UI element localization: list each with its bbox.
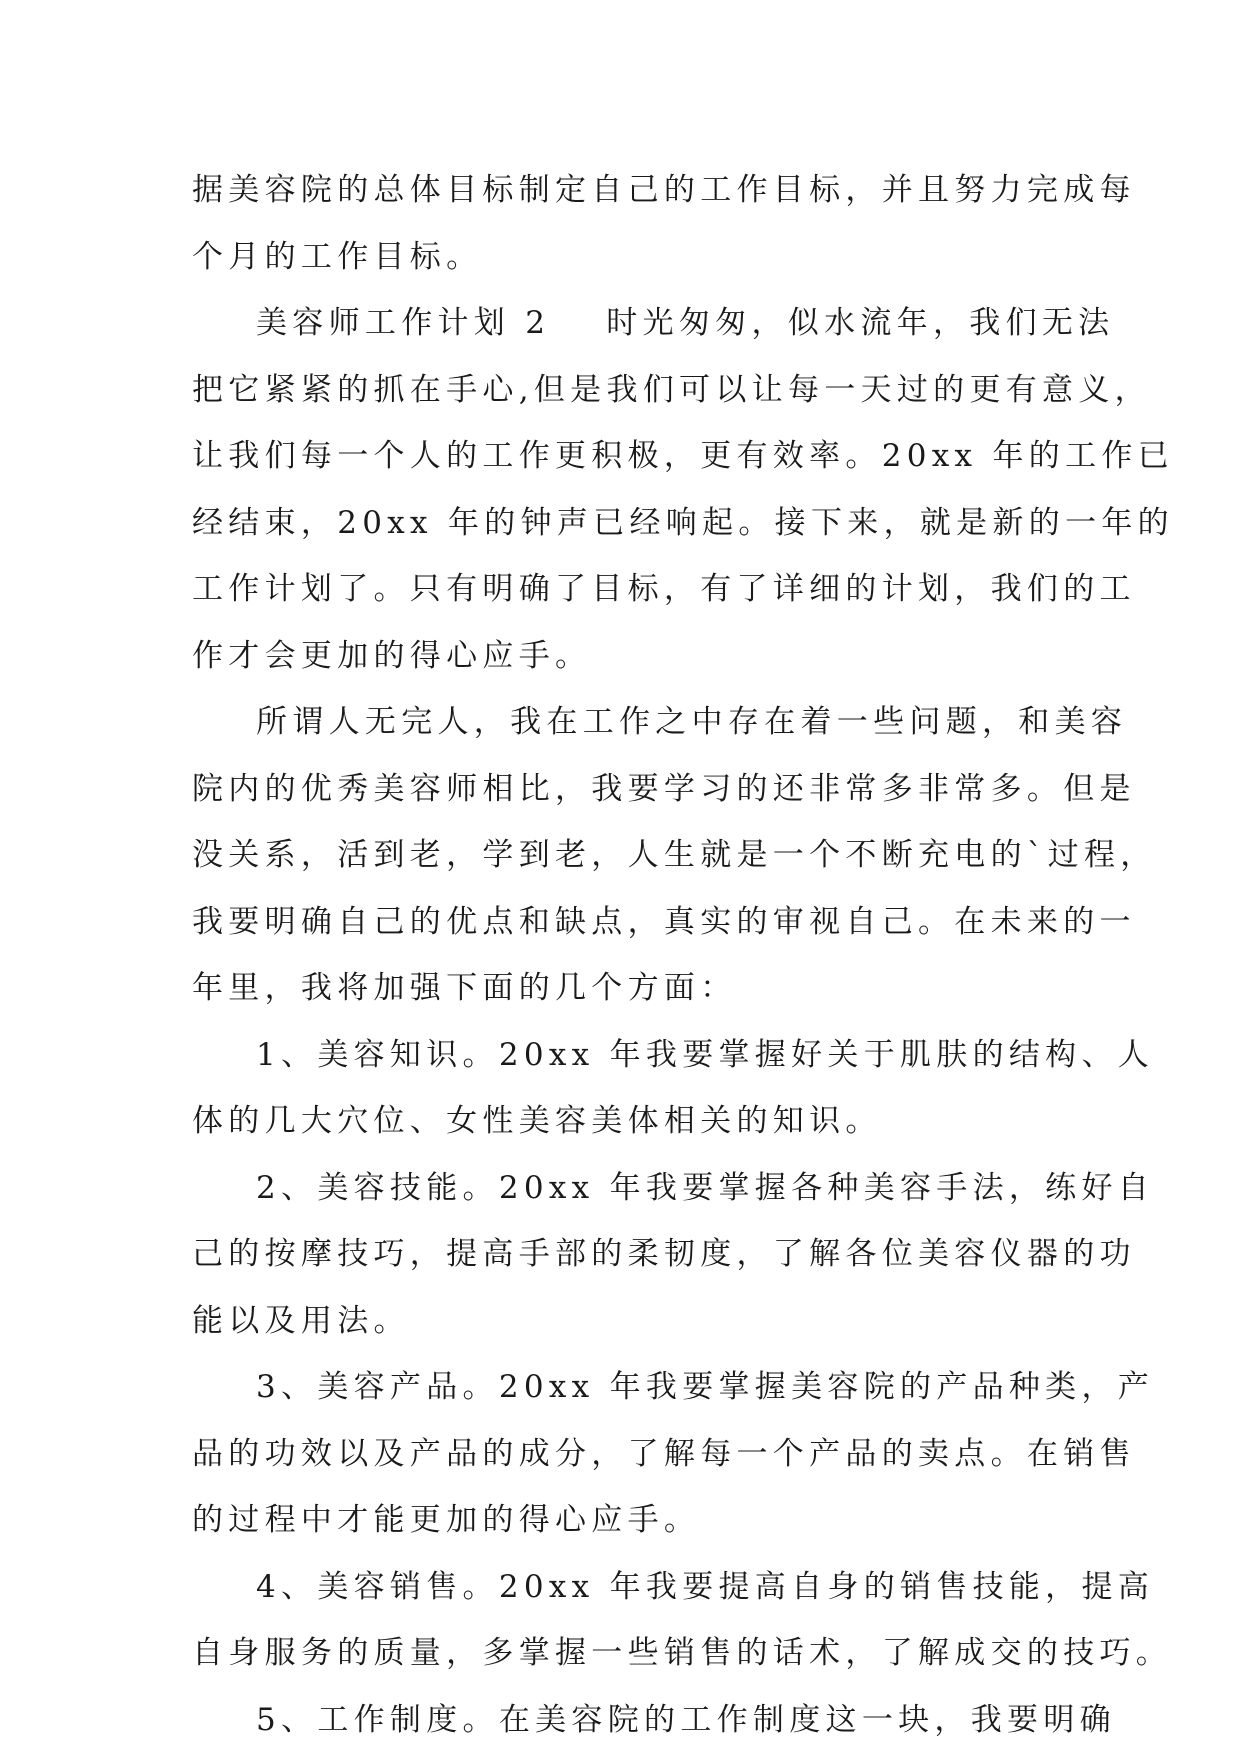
text-line: 没关系，活到老，学到老，人生就是一个不断充电的`过程，	[192, 837, 1157, 873]
list-item-3-line: 3、美容产品。20xx 年我要掌握美容院的产品种类，产	[256, 1369, 1155, 1405]
text-line: 把它紧紧的抓在手心,但是我们可以让每一天过的更有意义，	[192, 371, 1151, 408]
text-line: 经结束，20xx 年的钟声已经响起。接下来，就是新的一年的	[192, 504, 1174, 541]
text-line: 体的几大穴位、女性美容美体相关的知识。	[192, 1103, 882, 1139]
text-line: 年里，我将加强下面的几个方面：	[192, 970, 737, 1006]
text-line: 作才会更加的得心应手。	[192, 637, 592, 674]
section-title: 美容师工作计划 2	[256, 305, 551, 341]
list-item-2-line: 2、美容技能。20xx 年我要掌握各种美容手法，练好自	[256, 1169, 1155, 1206]
text-line: 的过程中才能更加的得心应手。	[192, 1502, 701, 1538]
text-line: 自身服务的质量，多掌握一些销售的话术，了解成交的技巧。	[192, 1635, 1173, 1671]
text-line: 品的功效以及产品的成分，了解每一个产品的卖点。在销售	[192, 1435, 1136, 1472]
text-line: 院内的优秀美容师相比，我要学习的还非常多非常多。但是	[192, 770, 1136, 807]
text-line: 工作计划了。只有明确了目标，有了详细的计划，我们的工	[192, 571, 1136, 607]
list-item-5-line: 5、工作制度。在美容院的工作制度这一块，我要明确	[256, 1701, 1116, 1738]
text-line: 个月的工作目标。	[192, 238, 483, 275]
text-line: 据美容院的总体目标制定自己的工作目标，并且努力完成每	[192, 172, 1136, 208]
text-line: 能以及用法。	[192, 1302, 410, 1339]
text-line: 让我们每一个人的工作更积极，更有效率。20xx 年的工作已	[192, 438, 1174, 474]
list-item-4-line: 4、美容销售。20xx 年我要提高自身的销售技能，提高	[256, 1568, 1155, 1605]
section-heading-line	[192, 290, 1115, 357]
text-line: 我要明确自己的优点和缺点，真实的审视自己。在未来的一	[192, 903, 1136, 940]
text-line: 己的按摩技巧，提高手部的柔韧度，了解各位美容仪器的功	[192, 1236, 1136, 1272]
section-intro-text: 时光匆匆，似水流年，我们无法	[606, 305, 1115, 341]
document-body	[192, 157, 1174, 1753]
list-item-1-line: 1、美容知识。20xx 年我要掌握好关于肌肤的结构、人	[256, 1036, 1155, 1073]
paragraph-start-line: 所谓人无完人，我在工作之中存在着一些问题，和美容	[256, 704, 1128, 740]
